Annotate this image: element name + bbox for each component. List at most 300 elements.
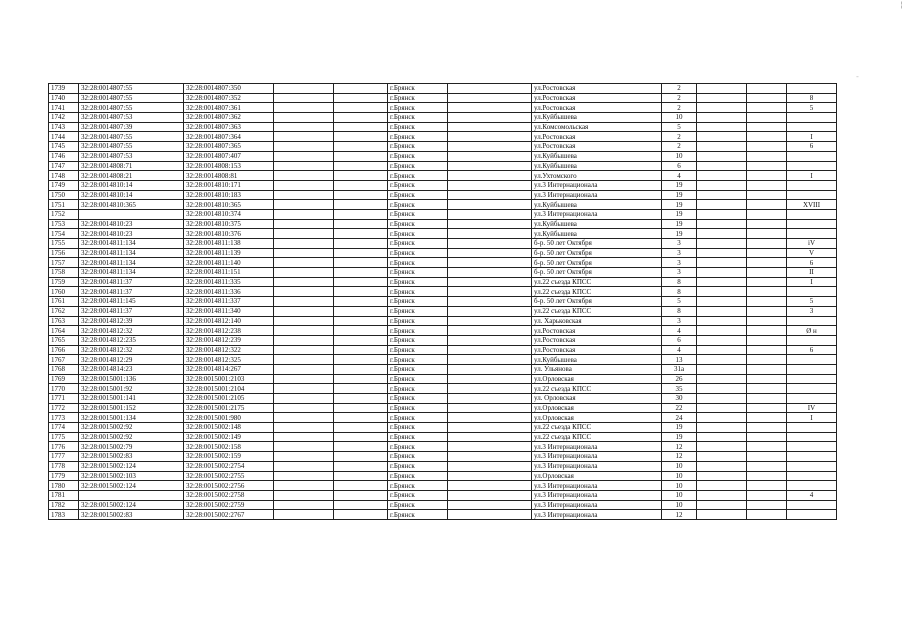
empty-cell-d — [697, 113, 747, 123]
street-cell: ул. Ульянова — [532, 364, 662, 374]
premises-number-cell: I — [787, 171, 837, 181]
table-row — [49, 442, 837, 452]
cadastral-number-cell: 32:28:0015002:2754 — [184, 461, 274, 471]
empty-cell-c — [448, 452, 532, 462]
empty-cell-d — [697, 510, 747, 520]
empty-cell-a — [274, 171, 334, 181]
premises-number-cell — [787, 500, 837, 510]
city-cell: г.Брянск — [388, 510, 448, 520]
premises-number-cell: I — [787, 413, 837, 423]
row-number-cell: 1780 — [49, 481, 79, 491]
city-cell: г.Брянск — [388, 461, 448, 471]
parent-cadastral-number-cell: 32:28:0014807:55 — [79, 132, 184, 142]
empty-cell-a — [274, 481, 334, 491]
empty-cell-d — [697, 326, 747, 336]
cadastral-number-cell: 32:28:0014807:407 — [184, 151, 274, 161]
cadastral-number-cell: 32:28:0014810:374 — [184, 209, 274, 219]
premises-number-cell: iV — [787, 239, 837, 249]
premises-number-cell — [787, 481, 837, 491]
city-cell: г.Брянск — [388, 122, 448, 132]
parent-cadastral-number-cell: 32:28:0014808:71 — [79, 161, 184, 171]
empty-cell-b — [334, 161, 388, 171]
row-number-cell: 1758 — [49, 268, 79, 278]
empty-cell-e — [747, 326, 787, 336]
premises-number-cell — [787, 84, 837, 94]
empty-cell-e — [747, 287, 787, 297]
row-number-cell: 1765 — [49, 335, 79, 345]
premises-number-cell — [787, 122, 837, 132]
street-cell: ул.Ростовская — [532, 142, 662, 152]
empty-cell-c — [448, 248, 532, 258]
parent-cadastral-number-cell: 32:28:0014810:14 — [79, 180, 184, 190]
empty-cell-b — [334, 471, 388, 481]
empty-cell-d — [697, 500, 747, 510]
cadastral-number-cell: 32:28:0014807:365 — [184, 142, 274, 152]
row-number-cell: 1764 — [49, 326, 79, 336]
empty-cell-c — [448, 364, 532, 374]
street-cell: ул.Орловская — [532, 413, 662, 423]
row-number-cell: 1775 — [49, 432, 79, 442]
city-cell: г.Брянск — [388, 403, 448, 413]
premises-number-cell — [787, 471, 837, 481]
house-number-cell: 13 — [662, 355, 697, 365]
empty-cell-c — [448, 384, 532, 394]
street-cell: ул.22 съезда КПСС — [532, 287, 662, 297]
empty-cell-d — [697, 364, 747, 374]
empty-cell-e — [747, 209, 787, 219]
page-side-mark: - — [856, 72, 859, 81]
empty-cell-a — [274, 93, 334, 103]
empty-cell-e — [747, 384, 787, 394]
cadastral-number-cell: 32:28:0014810:365 — [184, 200, 274, 210]
empty-cell-b — [334, 384, 388, 394]
city-cell: г.Брянск — [388, 268, 448, 278]
empty-cell-c — [448, 355, 532, 365]
row-number-cell: 1770 — [49, 384, 79, 394]
empty-cell-c — [448, 490, 532, 500]
table-row — [49, 277, 837, 287]
empty-cell-a — [274, 403, 334, 413]
empty-cell-a — [274, 113, 334, 123]
premises-number-cell — [787, 335, 837, 345]
premises-number-cell: XVIII — [787, 200, 837, 210]
empty-cell-d — [697, 432, 747, 442]
city-cell: г.Брянск — [388, 93, 448, 103]
empty-cell-e — [747, 345, 787, 355]
premises-number-cell — [787, 374, 837, 384]
parent-cadastral-number-cell: 32:28:0014811:37 — [79, 306, 184, 316]
cadastral-number-cell: 32:28:0014808:153 — [184, 161, 274, 171]
empty-cell-e — [747, 306, 787, 316]
empty-cell-c — [448, 481, 532, 491]
table-row — [49, 190, 837, 200]
empty-cell-a — [274, 297, 334, 307]
parent-cadastral-number-cell: 32:28:0015002:83 — [79, 510, 184, 520]
row-number-cell: 1782 — [49, 500, 79, 510]
parent-cadastral-number-cell: 32:28:0014811:134 — [79, 239, 184, 249]
empty-cell-c — [448, 239, 532, 249]
empty-cell-d — [697, 93, 747, 103]
empty-cell-d — [697, 219, 747, 229]
street-cell: ул.Куйбышева — [532, 200, 662, 210]
empty-cell-d — [697, 200, 747, 210]
empty-cell-b — [334, 452, 388, 462]
empty-cell-e — [747, 471, 787, 481]
premises-number-cell — [787, 190, 837, 200]
house-number-cell: 19 — [662, 219, 697, 229]
parent-cadastral-number-cell: 32:28:0015001:141 — [79, 394, 184, 404]
empty-cell-e — [747, 171, 787, 181]
city-cell: г.Брянск — [388, 142, 448, 152]
empty-cell-c — [448, 93, 532, 103]
empty-cell-c — [448, 345, 532, 355]
table-row — [49, 151, 837, 161]
empty-cell-d — [697, 229, 747, 239]
empty-cell-a — [274, 500, 334, 510]
empty-cell-c — [448, 229, 532, 239]
empty-cell-b — [334, 374, 388, 384]
parent-cadastral-number-cell: 32:28:0014812:32 — [79, 345, 184, 355]
parent-cadastral-number-cell: 32:28:0014807:55 — [79, 93, 184, 103]
city-cell: г.Брянск — [388, 423, 448, 433]
row-number-cell: 1777 — [49, 452, 79, 462]
city-cell: г.Брянск — [388, 113, 448, 123]
table-row — [49, 209, 837, 219]
row-number-cell: 1779 — [49, 471, 79, 481]
empty-cell-d — [697, 122, 747, 132]
street-cell: ул.Комсомольская — [532, 122, 662, 132]
empty-cell-d — [697, 151, 747, 161]
empty-cell-e — [747, 413, 787, 423]
parent-cadastral-number-cell: 32:28:0015002:124 — [79, 461, 184, 471]
row-number-cell: 1739 — [49, 84, 79, 94]
empty-cell-a — [274, 413, 334, 423]
city-cell: г.Брянск — [388, 481, 448, 491]
row-number-cell: 1767 — [49, 355, 79, 365]
empty-cell-b — [334, 316, 388, 326]
empty-cell-e — [747, 180, 787, 190]
empty-cell-c — [448, 335, 532, 345]
street-cell: ул.Ухтомского — [532, 171, 662, 181]
empty-cell-b — [334, 103, 388, 113]
empty-cell-a — [274, 277, 334, 287]
row-number-cell: 1747 — [49, 161, 79, 171]
empty-cell-b — [334, 364, 388, 374]
house-number-cell: 4 — [662, 345, 697, 355]
cadastral-number-cell: 32:28:0014814:267 — [184, 364, 274, 374]
city-cell: г.Брянск — [388, 335, 448, 345]
row-number-cell: 1743 — [49, 122, 79, 132]
empty-cell-e — [747, 113, 787, 123]
street-cell: ул.Куйбышева — [532, 151, 662, 161]
empty-cell-b — [334, 277, 388, 287]
empty-cell-e — [747, 394, 787, 404]
empty-cell-d — [697, 423, 747, 433]
cadastral-number-cell: 32:28:0015002:159 — [184, 452, 274, 462]
empty-cell-e — [747, 122, 787, 132]
parent-cadastral-number-cell: 32:28:0014810:14 — [79, 190, 184, 200]
empty-cell-e — [747, 239, 787, 249]
street-cell: ул.Орловская — [532, 403, 662, 413]
empty-cell-c — [448, 122, 532, 132]
street-cell: ул.3 Интернационала — [532, 461, 662, 471]
parent-cadastral-number-cell: 32:28:0015002:103 — [79, 471, 184, 481]
table-row — [49, 326, 837, 336]
cadastral-number-cell: 32:28:0015002:158 — [184, 442, 274, 452]
street-cell: ул.Куйбышева — [532, 229, 662, 239]
empty-cell-b — [334, 113, 388, 123]
premises-number-cell — [787, 229, 837, 239]
city-cell: г.Брянск — [388, 258, 448, 268]
empty-cell-b — [334, 200, 388, 210]
premises-number-cell — [787, 161, 837, 171]
house-number-cell: 3 — [662, 268, 697, 278]
house-number-cell: 8 — [662, 277, 697, 287]
table-row — [49, 461, 837, 471]
street-cell: ул.3 Интернационала — [532, 500, 662, 510]
cadastral-number-cell: 32:28:0015002:2756 — [184, 481, 274, 491]
cadastral-number-cell: 32:28:0014811:139 — [184, 248, 274, 258]
empty-cell-c — [448, 277, 532, 287]
row-number-cell: 1757 — [49, 258, 79, 268]
empty-cell-d — [697, 335, 747, 345]
cadastral-number-cell: 32:28:0015001:2105 — [184, 394, 274, 404]
city-cell: г.Брянск — [388, 326, 448, 336]
table-row — [49, 248, 837, 258]
empty-cell-a — [274, 258, 334, 268]
city-cell: г.Брянск — [388, 84, 448, 94]
parent-cadastral-number-cell: 32:28:0014812:235 — [79, 335, 184, 345]
house-number-cell: 3 — [662, 239, 697, 249]
cadastral-number-cell: 32:28:0015001:2104 — [184, 384, 274, 394]
empty-cell-c — [448, 432, 532, 442]
table-row — [49, 335, 837, 345]
empty-cell-c — [448, 461, 532, 471]
empty-cell-a — [274, 471, 334, 481]
empty-cell-e — [747, 355, 787, 365]
premises-number-cell — [787, 510, 837, 520]
city-cell: г.Брянск — [388, 277, 448, 287]
empty-cell-b — [334, 326, 388, 336]
table-row — [49, 384, 837, 394]
cadastral-number-cell: 32:28:0014807:364 — [184, 132, 274, 142]
house-number-cell: 19 — [662, 209, 697, 219]
cadastral-number-cell: 32:28:0014810:171 — [184, 180, 274, 190]
empty-cell-d — [697, 345, 747, 355]
table-row — [49, 432, 837, 442]
empty-cell-d — [697, 268, 747, 278]
row-number-cell: 1778 — [49, 461, 79, 471]
empty-cell-a — [274, 364, 334, 374]
empty-cell-d — [697, 306, 747, 316]
empty-cell-b — [334, 510, 388, 520]
empty-cell-e — [747, 297, 787, 307]
house-number-cell: 10 — [662, 481, 697, 491]
parent-cadastral-number-cell: 32:28:0014810:365 — [79, 200, 184, 210]
empty-cell-e — [747, 219, 787, 229]
row-number-cell: 1771 — [49, 394, 79, 404]
street-cell: ул. Харьковская — [532, 316, 662, 326]
house-number-cell: 6 — [662, 161, 697, 171]
city-cell: г.Брянск — [388, 297, 448, 307]
table-row — [49, 490, 837, 500]
city-cell: г.Брянск — [388, 132, 448, 142]
empty-cell-b — [334, 297, 388, 307]
parent-cadastral-number-cell: 32:28:0014811:37 — [79, 277, 184, 287]
empty-cell-b — [334, 239, 388, 249]
house-number-cell: 2 — [662, 93, 697, 103]
city-cell: г.Брянск — [388, 316, 448, 326]
house-number-cell: 3 — [662, 316, 697, 326]
empty-cell-b — [334, 132, 388, 142]
row-number-cell: 1755 — [49, 239, 79, 249]
empty-cell-e — [747, 132, 787, 142]
city-cell: г.Брянск — [388, 248, 448, 258]
premises-number-cell: IV — [787, 403, 837, 413]
house-number-cell: 3 — [662, 248, 697, 258]
empty-cell-c — [448, 171, 532, 181]
house-number-cell: 2 — [662, 103, 697, 113]
empty-cell-c — [448, 180, 532, 190]
table-row — [49, 481, 837, 491]
street-cell: ул.3 Интернационала — [532, 180, 662, 190]
parent-cadastral-number-cell: 32:28:0014812:39 — [79, 316, 184, 326]
empty-cell-c — [448, 268, 532, 278]
empty-cell-a — [274, 510, 334, 520]
empty-cell-c — [448, 287, 532, 297]
empty-cell-d — [697, 452, 747, 462]
empty-cell-c — [448, 471, 532, 481]
cadastral-number-cell: 32:28:0014811:138 — [184, 239, 274, 249]
street-cell: ул.Ростовская — [532, 326, 662, 336]
street-cell: ул.22 съезда КПСС — [532, 384, 662, 394]
parent-cadastral-number-cell: 32:28:0014807:39 — [79, 122, 184, 132]
empty-cell-c — [448, 209, 532, 219]
city-cell: г.Брянск — [388, 500, 448, 510]
parent-cadastral-number-cell: 32:28:0015002:92 — [79, 423, 184, 433]
empty-cell-a — [274, 180, 334, 190]
empty-cell-a — [274, 394, 334, 404]
table-row — [49, 161, 837, 171]
empty-cell-b — [334, 151, 388, 161]
table-row — [49, 93, 837, 103]
property-register-table — [48, 83, 837, 520]
house-number-cell: 8 — [662, 306, 697, 316]
empty-cell-c — [448, 316, 532, 326]
parent-cadastral-number-cell: 32:28:0015002:92 — [79, 432, 184, 442]
cadastral-number-cell: 32:28:0014811:140 — [184, 258, 274, 268]
premises-number-cell — [787, 209, 837, 219]
city-cell: г.Брянск — [388, 103, 448, 113]
empty-cell-b — [334, 287, 388, 297]
parent-cadastral-number-cell: 32:28:0015001:136 — [79, 374, 184, 384]
empty-cell-a — [274, 287, 334, 297]
empty-cell-b — [334, 335, 388, 345]
table-row — [49, 287, 837, 297]
empty-cell-e — [747, 335, 787, 345]
parent-cadastral-number-cell: 32:28:0014811:134 — [79, 258, 184, 268]
table-body — [49, 84, 837, 520]
empty-cell-a — [274, 268, 334, 278]
empty-cell-a — [274, 452, 334, 462]
empty-cell-b — [334, 142, 388, 152]
empty-cell-b — [334, 248, 388, 258]
city-cell: г.Брянск — [388, 161, 448, 171]
empty-cell-e — [747, 316, 787, 326]
city-cell: г.Брянск — [388, 355, 448, 365]
table-row — [49, 84, 837, 94]
empty-cell-b — [334, 229, 388, 239]
street-cell: ул.3 Интернационала — [532, 442, 662, 452]
empty-cell-b — [334, 413, 388, 423]
premises-number-cell: 6 — [787, 345, 837, 355]
street-cell: ул.Ростовская — [532, 345, 662, 355]
house-number-cell: 19 — [662, 432, 697, 442]
empty-cell-c — [448, 161, 532, 171]
house-number-cell: 10 — [662, 471, 697, 481]
row-number-cell: 1760 — [49, 287, 79, 297]
empty-cell-d — [697, 374, 747, 384]
empty-cell-a — [274, 306, 334, 316]
empty-cell-a — [274, 209, 334, 219]
parent-cadastral-number-cell: 32:28:0014810:23 — [79, 219, 184, 229]
row-number-cell: 1773 — [49, 413, 79, 423]
house-number-cell: 12 — [662, 510, 697, 520]
table-row — [49, 258, 837, 268]
cadastral-number-cell: 32:28:0014812:140 — [184, 316, 274, 326]
premises-number-cell — [787, 219, 837, 229]
city-cell: г.Брянск — [388, 413, 448, 423]
cadastral-number-cell: 32:28:0014807:362 — [184, 113, 274, 123]
street-cell: б-р. 50 лет Октября — [532, 268, 662, 278]
house-number-cell: 19 — [662, 423, 697, 433]
empty-cell-d — [697, 171, 747, 181]
premises-number-cell: 5 — [787, 297, 837, 307]
house-number-cell: 31а — [662, 364, 697, 374]
empty-cell-b — [334, 423, 388, 433]
cadastral-number-cell: 32:28:0015002:2758 — [184, 490, 274, 500]
empty-cell-a — [274, 219, 334, 229]
cadastral-number-cell: 32:28:0014807:361 — [184, 103, 274, 113]
row-number-cell: 1761 — [49, 297, 79, 307]
table-row — [49, 364, 837, 374]
row-number-cell: 1751 — [49, 200, 79, 210]
house-number-cell: 10 — [662, 500, 697, 510]
street-cell: ул.22 съезда КПСС — [532, 306, 662, 316]
city-cell: г.Брянск — [388, 229, 448, 239]
cadastral-number-cell: 32:28:0015002:149 — [184, 432, 274, 442]
parent-cadastral-number-cell: 32:28:0015002:124 — [79, 481, 184, 491]
empty-cell-d — [697, 239, 747, 249]
house-number-cell: 2 — [662, 84, 697, 94]
empty-cell-e — [747, 500, 787, 510]
cadastral-number-cell: 32:28:0014807:352 — [184, 93, 274, 103]
empty-cell-e — [747, 277, 787, 287]
row-number-cell: 1772 — [49, 403, 79, 413]
empty-cell-d — [697, 84, 747, 94]
city-cell: г.Брянск — [388, 490, 448, 500]
row-number-cell: 1750 — [49, 190, 79, 200]
empty-cell-e — [747, 432, 787, 442]
street-cell: ул.3 Интернационала — [532, 209, 662, 219]
city-cell: г.Брянск — [388, 384, 448, 394]
street-cell: ул. Орловская — [532, 394, 662, 404]
street-cell: ул.Куйбышева — [532, 161, 662, 171]
row-number-cell: 1741 — [49, 103, 79, 113]
premises-number-cell: 3 — [787, 306, 837, 316]
city-cell: г.Брянск — [388, 180, 448, 190]
empty-cell-e — [747, 268, 787, 278]
